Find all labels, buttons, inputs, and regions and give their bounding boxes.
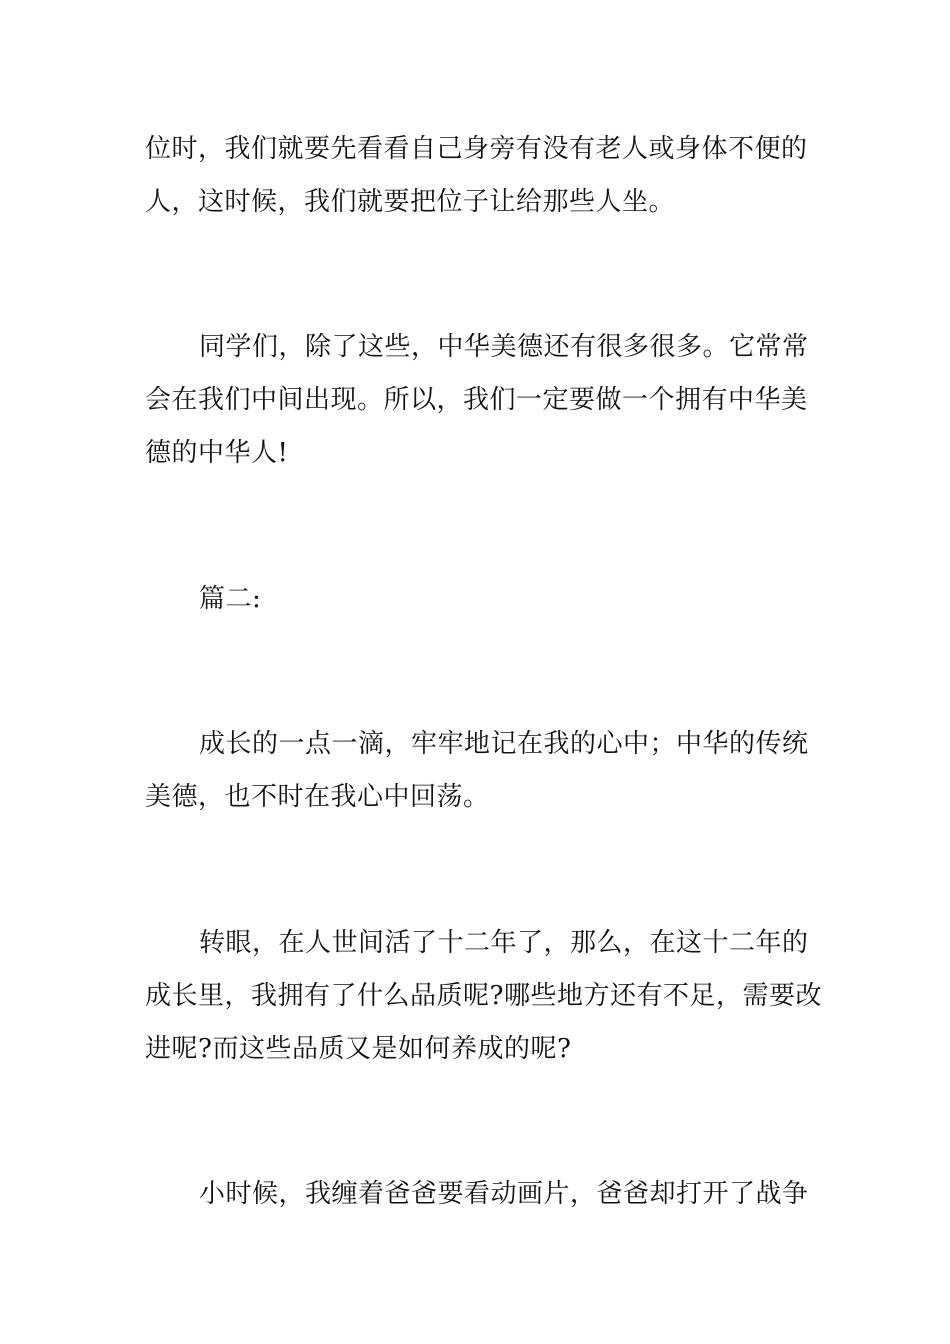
paragraph-reflection	[145, 917, 822, 1076]
paragraph-childhood	[145, 1168, 810, 1221]
paragraph-continuation	[145, 123, 810, 229]
text-line: 美德，也不时在我心中回荡。	[145, 782, 490, 812]
paragraph-closing	[145, 321, 810, 480]
text-line: 成长里，我拥有了什么品质呢?哪些地方还有不足，需要改	[145, 981, 822, 1011]
text-line: 进呢?而这些品质又是如何养成的呢?	[145, 1034, 572, 1064]
text-line: 人，这时候，我们就要把位子让给那些人坐。	[145, 187, 676, 217]
text-line: 位时，我们就要先看看自己身旁有没有老人或身体不便的	[145, 134, 808, 164]
text-line: 会在我们中间出现。所以，我们一定要做一个拥有中华美	[145, 385, 808, 415]
paragraph-intro	[145, 718, 810, 824]
text-line: 成长的一点一滴，牢牢地记在我的心中；中华的传统	[199, 729, 809, 759]
text-line: 转眼，在人世间活了十二年了，那么，在这十二年的	[199, 928, 809, 958]
text-line: 德的中华人!	[145, 438, 289, 468]
section-heading-text: 篇二:	[199, 584, 262, 614]
text-line: 小时候，我缠着爸爸要看动画片，爸爸却打开了战争	[199, 1179, 809, 1209]
section-heading	[145, 573, 810, 626]
text-line: 同学们，除了这些，中华美德还有很多很多。它常常	[199, 332, 809, 362]
